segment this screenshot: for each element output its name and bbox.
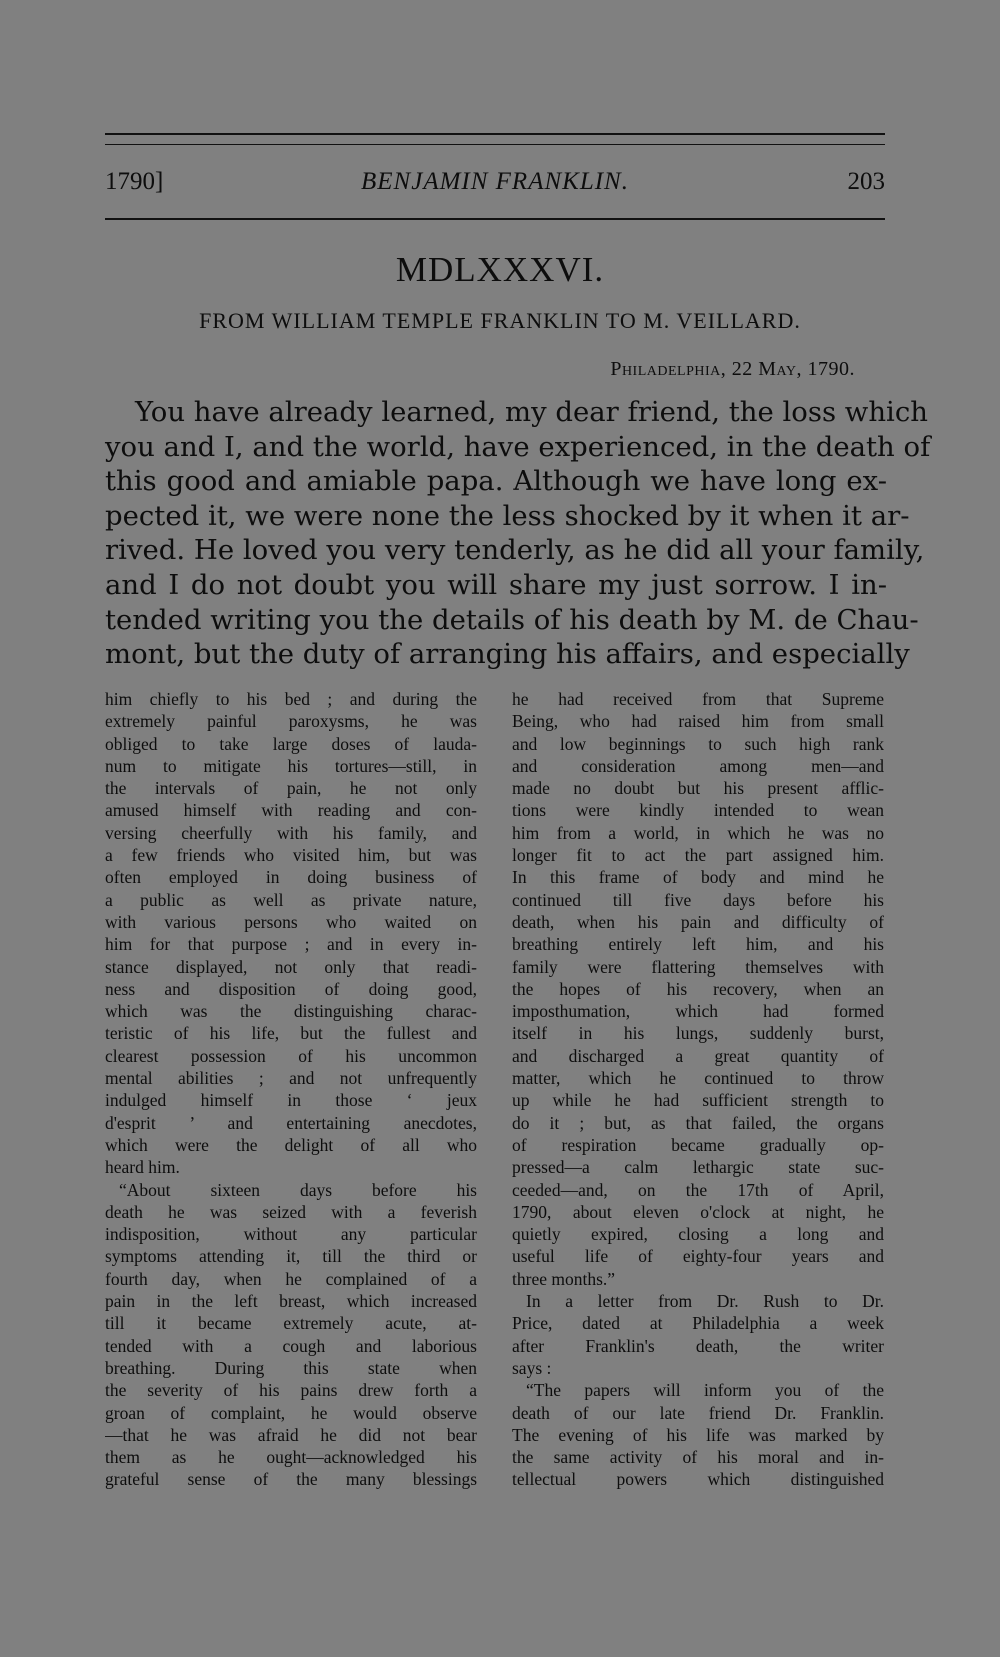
- text-line: teristic of his life, but the fullest and: [105, 1023, 477, 1044]
- text-line: three months.”: [512, 1268, 616, 1289]
- text-line: tended with a cough and laborious: [105, 1335, 477, 1356]
- text-line: symptoms attending it, till the third or: [105, 1246, 477, 1267]
- text-line: 1790, about eleven o'clock at night, he: [512, 1201, 884, 1222]
- left-column: [105, 688, 477, 1491]
- text-line: tellectual powers which distinguished: [512, 1469, 884, 1490]
- top-rule-thick: [105, 133, 885, 135]
- header-year: 1790]: [105, 168, 164, 195]
- text-line: made no doubt but his present afflic-: [512, 778, 884, 799]
- text-line: pressed—a calm lethargic state suc-: [512, 1157, 884, 1178]
- text-line: a public as well as private nature,: [105, 889, 477, 910]
- text-line: them as he ought—acknowledged his: [105, 1447, 477, 1468]
- text-line: In a letter from Dr. Rush to Dr.: [526, 1291, 884, 1312]
- lead-line: and I do not doubt you will share my just sorrow. I in-: [105, 568, 887, 601]
- text-line: —that he was afraid he did not bear: [105, 1424, 477, 1445]
- lead-line: pected it, we were none the less shocked by it when it ar-: [105, 499, 910, 532]
- running-header: [105, 168, 885, 208]
- text-line: after Franklin's death, the writer: [512, 1335, 884, 1356]
- text-line: Being, who had raised him from small: [512, 711, 884, 732]
- text-line: extremely painful paroxysms, he was: [105, 711, 477, 732]
- text-line: the same activity of his moral and in-: [512, 1447, 884, 1468]
- right-column: [512, 688, 884, 1491]
- text-line: quietly expired, closing a long and: [512, 1224, 884, 1245]
- header-title: BENJAMIN FRANKLIN.: [361, 168, 629, 195]
- text-line: breathing. During this state when: [105, 1357, 477, 1378]
- text-line: mental abilities ; and not unfrequently: [105, 1068, 477, 1089]
- text-line: he had received from that Supreme: [512, 689, 884, 709]
- text-line: longer fit to act the part assigned him.: [512, 845, 884, 866]
- text-line: versing cheerfully with his family, and: [105, 822, 477, 843]
- text-line: indulged himself in those ‘ jeux: [105, 1090, 477, 1111]
- text-line: up while he had sufficient strength to: [512, 1090, 884, 1111]
- text-line: breathing entirely left him, and his: [512, 934, 884, 955]
- text-line: death, when his pain and difficulty of: [512, 911, 884, 932]
- text-line: d'esprit ’ and entertaining anecdotes,: [105, 1112, 477, 1133]
- text-line: The evening of his life was marked by: [512, 1424, 884, 1445]
- text-line: and discharged a great quantity of: [512, 1045, 884, 1066]
- text-line: matter, which he continued to throw: [512, 1068, 884, 1089]
- text-line: and low beginnings to such high rank: [512, 733, 884, 754]
- text-line: him chiefly to his bed ; and during the: [105, 689, 477, 709]
- letter-dateline: Philadelphia, 22 May, 1790.: [610, 358, 855, 380]
- text-line: of respiration became gradually op-: [512, 1134, 884, 1155]
- text-line: obliged to take large doses of lauda-: [105, 733, 477, 754]
- text-line: pain in the left breast, which increased: [105, 1291, 477, 1312]
- text-line: grateful sense of the many blessings: [105, 1469, 477, 1490]
- text-line: indisposition, without any particular: [105, 1224, 477, 1245]
- top-rule-thin: [105, 144, 885, 145]
- page-number: 203: [847, 168, 885, 195]
- lead-line: you and I, and the world, have experienced, in the death of: [105, 430, 931, 463]
- text-line: with various persons who waited on: [105, 911, 477, 932]
- text-line: fourth day, when he complained of a: [105, 1268, 477, 1289]
- text-line: heard him.: [105, 1157, 180, 1178]
- text-line: tions were kindly intended to wean: [512, 800, 884, 821]
- text-line: the hopes of his recovery, when an: [512, 978, 884, 999]
- lead-line: rived. He loved you very tenderly, as he did all your family,: [105, 534, 925, 567]
- text-line: num to mitigate his tortures—still, in: [105, 755, 477, 776]
- text-line: which were the delight of all who: [105, 1134, 477, 1155]
- text-line: him from a world, in which he was no: [512, 822, 884, 843]
- text-line: “About sixteen days before his: [119, 1179, 477, 1200]
- lead-line: mont, but the duty of arranging his affairs, and especially: [105, 638, 910, 671]
- text-line: do it ; but, as that failed, the organs: [512, 1112, 884, 1133]
- text-line: clearest possession of his uncommon: [105, 1045, 477, 1066]
- text-line: till it became extremely acute, at-: [105, 1313, 477, 1334]
- text-line: a few friends who visited him, but was: [105, 845, 477, 866]
- text-line: In this frame of body and mind he: [512, 867, 884, 888]
- text-line: him for that purpose ; and in every in-: [105, 934, 477, 955]
- lead-line: You have already learned, my dear friend, the loss which: [135, 396, 928, 428]
- lead-line: tended writing you the details of his death by M. de Chau-: [105, 603, 919, 636]
- text-line: says :: [512, 1357, 552, 1378]
- text-line: which was the distinguishing charac-: [105, 1001, 477, 1022]
- text-line: amused himself with reading and con-: [105, 800, 477, 821]
- text-line: itself in his lungs, suddenly burst,: [512, 1023, 884, 1044]
- text-line: “The papers will inform you of the: [526, 1380, 884, 1401]
- text-line: Price, dated at Philadelphia a week: [512, 1313, 884, 1334]
- letter-number: MDLXXXVI.: [395, 250, 605, 289]
- text-line: groan of complaint, he would observe: [105, 1402, 477, 1423]
- text-line: the severity of his pains drew forth a: [105, 1380, 477, 1401]
- text-line: ceeded—and, on the 17th of April,: [512, 1179, 884, 1200]
- text-line: continued till five days before his: [512, 889, 884, 910]
- text-line: family were flattering themselves with: [512, 956, 884, 977]
- text-line: death of our late friend Dr. Franklin.: [512, 1402, 884, 1423]
- lead-line: this good and amiable papa. Although we have long ex-: [105, 465, 887, 498]
- lead-paragraph: [105, 395, 931, 672]
- text-line: often employed in doing business of: [105, 867, 477, 888]
- text-line: imposthumation, which had formed: [512, 1001, 884, 1022]
- text-line: ness and disposition of doing good,: [105, 978, 477, 999]
- text-line: stance displayed, not only that readi-: [105, 956, 477, 977]
- letter-subject: FROM WILLIAM TEMPLE FRANKLIN TO M. VEILLARD.: [199, 308, 801, 333]
- text-line: and consideration among men—and: [512, 755, 884, 776]
- text-line: death he was seized with a feverish: [105, 1201, 477, 1222]
- text-line: the intervals of pain, he not only: [105, 778, 477, 799]
- text-line: useful life of eighty-four years and: [512, 1246, 884, 1267]
- header-rule: [105, 218, 885, 220]
